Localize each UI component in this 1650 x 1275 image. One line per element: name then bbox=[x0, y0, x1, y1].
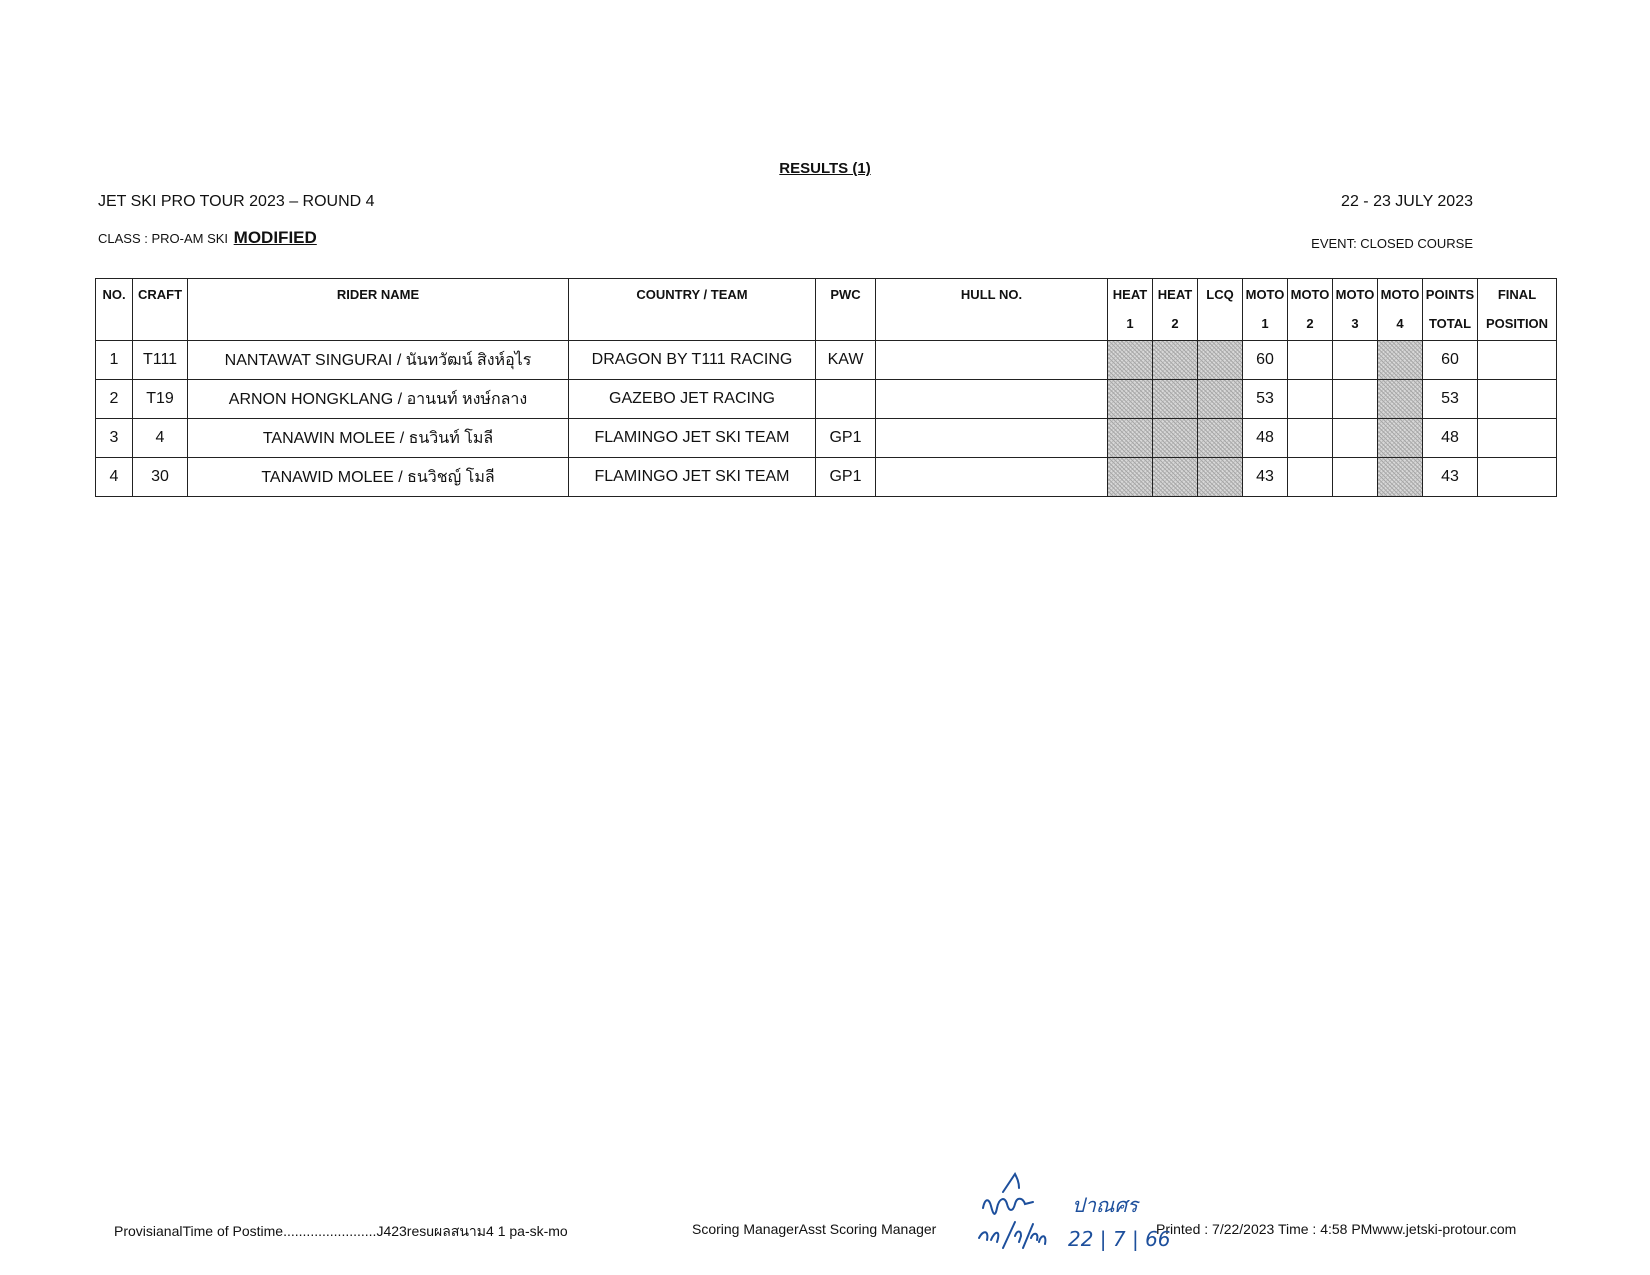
cell-moto4 bbox=[1378, 341, 1423, 380]
column-header-line1: NO. bbox=[102, 287, 126, 302]
cell-no: 4 bbox=[96, 458, 133, 497]
cell-no: 3 bbox=[96, 419, 133, 458]
column-header-line2: TOTAL bbox=[1428, 316, 1472, 331]
column-header bbox=[133, 279, 188, 341]
cell-heat2 bbox=[1153, 380, 1198, 419]
cell-craft: 4 bbox=[133, 419, 188, 458]
column-header-line1: HEAT bbox=[1157, 287, 1193, 302]
column-header bbox=[1198, 279, 1243, 341]
cell-lcq bbox=[1198, 341, 1243, 380]
column-header-line1: PWC bbox=[830, 287, 861, 302]
column-header-line1: HULL NO. bbox=[960, 287, 1023, 302]
column-header bbox=[569, 279, 816, 341]
cell-team: GAZEBO JET RACING bbox=[569, 380, 816, 419]
event-date: 22 - 23 JULY 2023 bbox=[1341, 193, 1473, 210]
signature-scoring-manager bbox=[975, 1168, 1055, 1253]
cell-pwc: GP1 bbox=[816, 458, 876, 497]
cell-lcq bbox=[1198, 458, 1243, 497]
cell-heat1 bbox=[1108, 380, 1153, 419]
cell-no: 1 bbox=[96, 341, 133, 380]
cell-pwc: KAW bbox=[816, 341, 876, 380]
table-row bbox=[96, 341, 1557, 380]
cell-craft: T111 bbox=[133, 341, 188, 380]
column-header-line2: 1 bbox=[1126, 316, 1134, 331]
cell-heat1 bbox=[1108, 458, 1153, 497]
cell-hull bbox=[876, 341, 1108, 380]
cell-heat1 bbox=[1108, 419, 1153, 458]
cell-moto1: 53 bbox=[1243, 380, 1288, 419]
cell-heat2 bbox=[1153, 419, 1198, 458]
cell-total: 43 bbox=[1423, 458, 1478, 497]
column-header-line1: LCQ bbox=[1206, 287, 1234, 302]
column-header bbox=[1243, 279, 1288, 341]
cell-rider: TANAWIN MOLEE / ธนวินท์ โมลี bbox=[188, 419, 569, 458]
footer-middle: Scoring ManagerAsst Scoring Manager bbox=[692, 1221, 937, 1237]
cell-moto3 bbox=[1333, 458, 1378, 497]
cell-moto3 bbox=[1333, 380, 1378, 419]
cell-final bbox=[1478, 380, 1557, 419]
cell-moto4 bbox=[1378, 458, 1423, 497]
cell-rider: TANAWID MOLEE / ธนวิชญ์ โมลี bbox=[188, 458, 569, 497]
class-label: CLASS : PRO-AM SKI bbox=[98, 231, 229, 246]
column-header-line1: RIDER NAME bbox=[336, 287, 420, 302]
cell-heat1 bbox=[1108, 341, 1153, 380]
cell-final bbox=[1478, 341, 1557, 380]
cell-moto4 bbox=[1378, 419, 1423, 458]
column-header-line2: POSITION bbox=[1485, 316, 1549, 331]
cell-moto1: 43 bbox=[1243, 458, 1288, 497]
column-header-line1: CRAFT bbox=[137, 287, 183, 302]
cell-team: DRAGON BY T111 RACING bbox=[569, 341, 816, 380]
column-header-line2: 4 bbox=[1396, 316, 1404, 331]
table-row bbox=[96, 458, 1557, 497]
column-header-line2: 1 bbox=[1261, 316, 1269, 331]
column-header-line1: HEAT bbox=[1112, 287, 1148, 302]
column-header-line1: POINTS bbox=[1425, 287, 1475, 302]
column-header-line2: 3 bbox=[1351, 316, 1359, 331]
column-header-line2: 2 bbox=[1306, 316, 1314, 331]
cell-hull bbox=[876, 380, 1108, 419]
footer-left: ProvisianalTime of Postime........................J423resuผลสนาม4 1 pa-sk-mo bbox=[114, 1223, 568, 1239]
table-row bbox=[96, 380, 1557, 419]
cell-lcq bbox=[1198, 419, 1243, 458]
column-header bbox=[1108, 279, 1153, 341]
column-header bbox=[876, 279, 1108, 341]
cell-moto2 bbox=[1288, 341, 1333, 380]
event-type: EVENT: CLOSED COURSE bbox=[1311, 236, 1473, 251]
table-body bbox=[96, 341, 1557, 497]
cell-moto1: 60 bbox=[1243, 341, 1288, 380]
cell-moto4 bbox=[1378, 380, 1423, 419]
cell-moto3 bbox=[1333, 341, 1378, 380]
column-header bbox=[1423, 279, 1478, 341]
cell-no: 2 bbox=[96, 380, 133, 419]
cell-lcq bbox=[1198, 380, 1243, 419]
column-header-line1: MOTO bbox=[1245, 287, 1285, 302]
cell-final bbox=[1478, 458, 1557, 497]
column-header bbox=[1478, 279, 1557, 341]
cell-team: FLAMINGO JET SKI TEAM bbox=[569, 419, 816, 458]
column-header-line1: MOTO bbox=[1290, 287, 1330, 302]
cell-final bbox=[1478, 419, 1557, 458]
cell-rider: NANTAWAT SINGURAI / นันทวัฒน์ สิงห์อุไร bbox=[188, 341, 569, 380]
event-name: JET SKI PRO TOUR 2023 – ROUND 4 bbox=[98, 193, 375, 210]
column-header bbox=[1288, 279, 1333, 341]
cell-moto2 bbox=[1288, 419, 1333, 458]
table-header-row bbox=[96, 279, 1557, 341]
results-table bbox=[95, 278, 1557, 497]
column-header bbox=[96, 279, 133, 341]
cell-total: 53 bbox=[1423, 380, 1478, 419]
cell-moto1: 48 bbox=[1243, 419, 1288, 458]
column-header-line2: 2 bbox=[1171, 316, 1179, 331]
column-header bbox=[1333, 279, 1378, 341]
cell-hull bbox=[876, 458, 1108, 497]
cell-moto2 bbox=[1288, 380, 1333, 419]
column-header-line1: MOTO bbox=[1335, 287, 1375, 302]
cell-hull bbox=[876, 419, 1108, 458]
cell-total: 60 bbox=[1423, 341, 1478, 380]
cell-moto3 bbox=[1333, 419, 1378, 458]
page-title: RESULTS (1) bbox=[779, 160, 871, 177]
cell-heat2 bbox=[1153, 341, 1198, 380]
column-header bbox=[816, 279, 876, 341]
column-header-line1: COUNTRY / TEAM bbox=[636, 287, 748, 302]
svg-text:ปาณศร: ปาณศร bbox=[1072, 1193, 1138, 1217]
column-header bbox=[1378, 279, 1423, 341]
cell-pwc: GP1 bbox=[816, 419, 876, 458]
cell-heat2 bbox=[1153, 458, 1198, 497]
column-header-line1: MOTO bbox=[1380, 287, 1420, 302]
footer-right: Printed : 7/22/2023 Time : 4:58 PMwww.jetski-protour.com bbox=[1156, 1221, 1517, 1237]
table-row bbox=[96, 419, 1557, 458]
svg-text:22 | 7 | 66: 22 | 7 | 66 bbox=[1068, 1227, 1171, 1251]
class-line bbox=[98, 228, 317, 248]
class-value: MODIFIED bbox=[233, 228, 317, 247]
column-header-line1: FINAL bbox=[1497, 287, 1537, 302]
cell-craft: T19 bbox=[133, 380, 188, 419]
cell-total: 48 bbox=[1423, 419, 1478, 458]
cell-rider: ARNON HONGKLANG / อานนท์ หงษ์กลาง bbox=[188, 380, 569, 419]
signature-asst-scoring-manager bbox=[1062, 1188, 1171, 1258]
cell-team: FLAMINGO JET SKI TEAM bbox=[569, 458, 816, 497]
cell-craft: 30 bbox=[133, 458, 188, 497]
cell-pwc bbox=[816, 380, 876, 419]
cell-moto2 bbox=[1288, 458, 1333, 497]
column-header bbox=[1153, 279, 1198, 341]
column-header bbox=[188, 279, 569, 341]
